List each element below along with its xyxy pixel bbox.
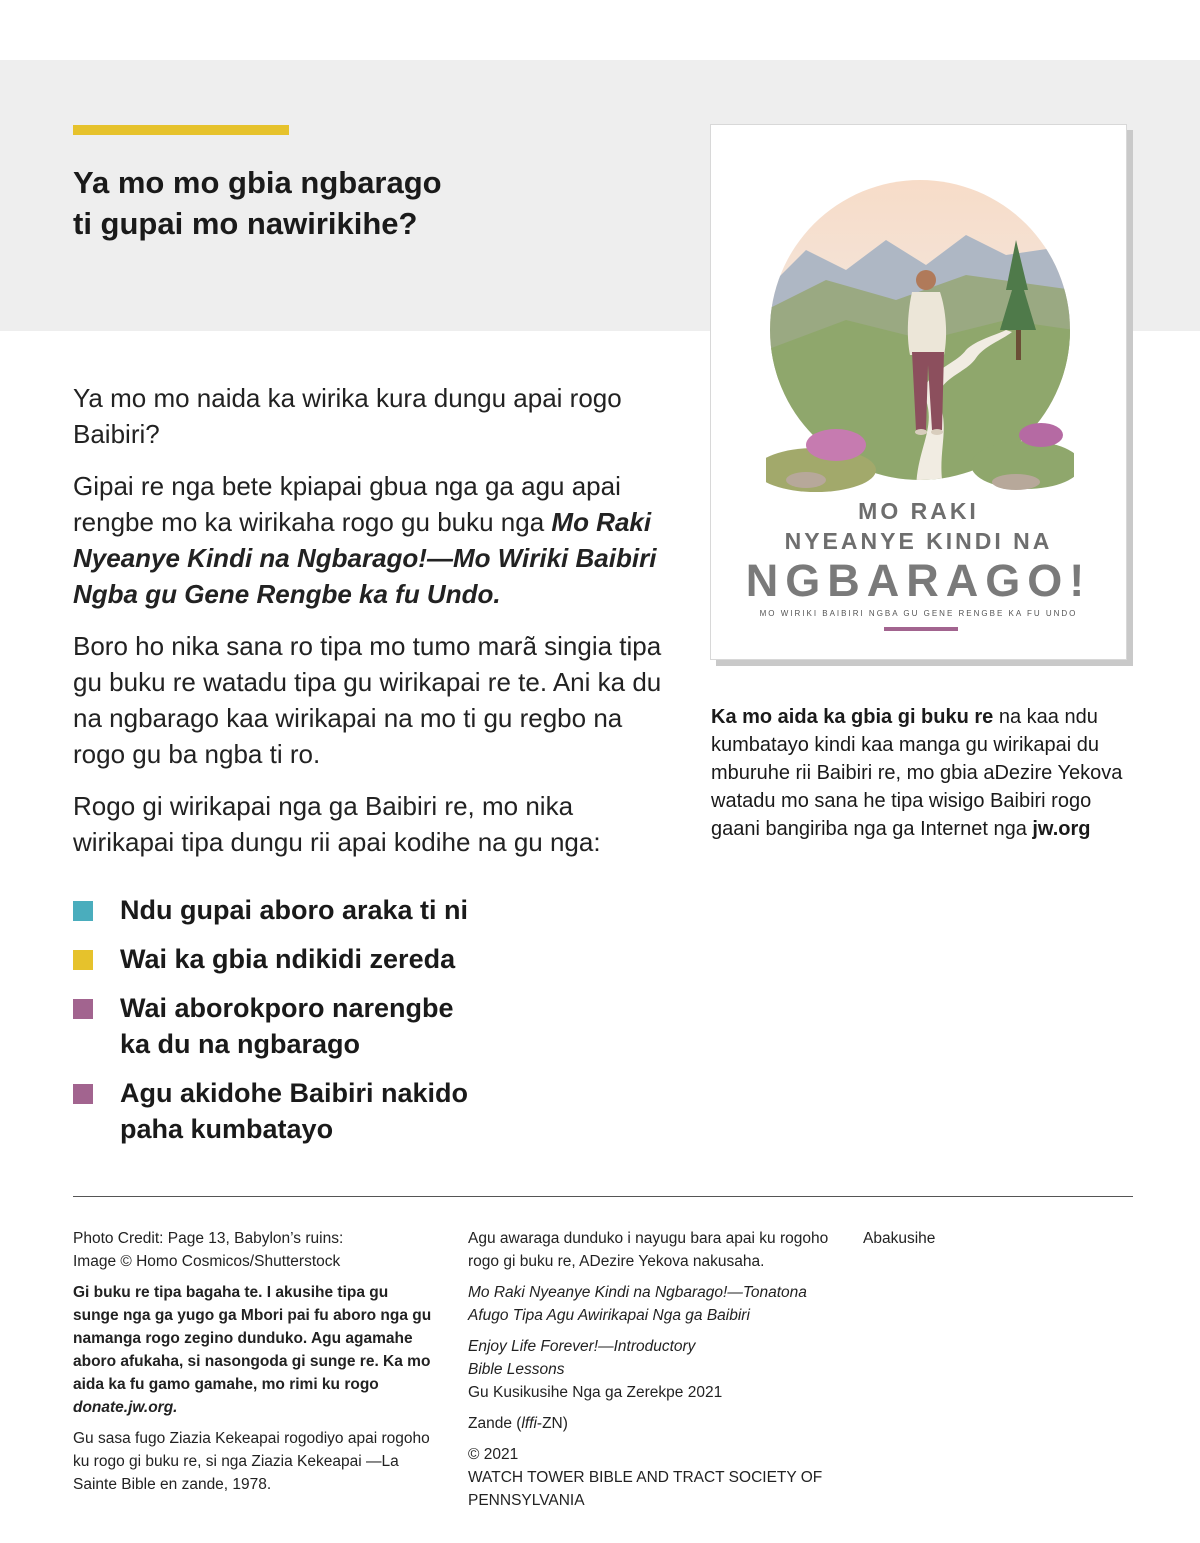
square-bullet-icon	[73, 950, 93, 970]
page-title-line2: ti gupai mo nawirikihe?	[73, 206, 418, 241]
topic-label-line2: ka du na ngbarago	[120, 1029, 361, 1059]
page-title-line1: Ya mo mo gbia ngbarago	[73, 165, 442, 200]
bible-translation-note: Gu sasa fugo Ziazia Kekeapai rogodiyo apai rogoho ku rogo gi buku re, si nga Ziazia Kekeapai —La Sainte Bible en zande, 1978.	[73, 1430, 430, 1493]
book-title-italic: Mo Raki Nyeanye Kindi na Ngbarago!—Mo Wiriki Baibiri Ngba gu Gene Rengbe ka fu Undo.	[73, 507, 657, 609]
printing-year: Gu Kusikusihe Nga ga Zerekpe 2021	[468, 1384, 723, 1401]
language-code-italic: lffi	[521, 1415, 537, 1432]
intro-paragraph-3: Boro ho nika sana ro tipa mo tumo marã singia tipa gu buku re watadu tipa gu wirikapai re te. Ani ka du na ngbarago kaa wirikapai na mo ti gu regbo na rogo gu ba ngba ti ro.	[73, 631, 662, 769]
cover-title-line3: NGBARAGO!	[745, 555, 1092, 606]
topic-item	[73, 892, 633, 928]
photo-credit	[73, 1227, 438, 1273]
side-note	[711, 703, 1131, 843]
topic-label: Agu akidohe Baibiri nakido	[120, 1078, 469, 1108]
footer-column-3	[863, 1227, 1113, 1258]
donation-notice-text: Gi buku re tipa bagaha te. I akusihe tipa gu sunge nga ga yugo ga Mbori pai fu aboro nga gu namanga rogo zegino dunduko. Agu agamahe aboro afukaha, si nasongoda gi sunge re. Ka mo aida ka fu gamo gamahe, mo rimi ku rogo	[73, 1284, 432, 1393]
intro-paragraph-2	[73, 468, 663, 612]
language-code-tail: -ZN)	[536, 1415, 568, 1432]
copyright-line3: PENNSYLVANIA	[468, 1492, 585, 1509]
donation-notice	[73, 1281, 438, 1419]
english-title-block	[468, 1335, 838, 1404]
intro-text	[73, 380, 663, 876]
man-walking-illustration	[766, 180, 1074, 492]
topic-item	[73, 990, 633, 1062]
footer-divider	[73, 1196, 1133, 1197]
intro-paragraph-1: Ya mo mo naida ka wirika kura dungu apai rogo Baibiri?	[73, 383, 622, 449]
footer-column-1	[73, 1227, 438, 1504]
cover-title-line1: MO RAKI	[858, 498, 979, 524]
topic-label: Ndu gupai aboro araka ti ni	[120, 895, 469, 925]
topics-list	[73, 892, 633, 1160]
cover-subtitle: MO WIRIKI BAIBIRI NGBA GU GENE RENGBE KA FU UNDO	[759, 609, 1078, 618]
language-code	[468, 1412, 838, 1435]
intro-paragraph-4: Rogo gi wirikapai nga ga Baibiri re, mo nika wirikapai tipa dungu rii apai kodihe na gu nga:	[73, 791, 601, 857]
side-note-bold-lead: Ka mo aida ka gbia gi buku re	[711, 706, 994, 728]
page-title	[73, 162, 633, 244]
jw-org-link[interactable]: jw.org	[1032, 818, 1091, 840]
copyright-line1: © 2021	[468, 1446, 519, 1463]
side-note-text: na kaa ndu kumbatayo kindi kaa manga gu wirikapai du mburuhe rii Baibiri re, mo gbia aDezire Yekova watadu mo sana he tipa wisigo Baibiri rogo gaani bangiriba nga ga Internet nga	[711, 706, 1123, 840]
square-bullet-icon	[73, 999, 93, 1019]
cover-title-line2: NYEANYE KINDI NA	[784, 528, 1053, 554]
topic-label: Wai ka gbia ndikidi zereda	[120, 944, 456, 974]
english-title-line1: Enjoy Life Forever!—Introductory	[468, 1338, 696, 1355]
donate-link[interactable]: donate.jw.org.	[73, 1399, 178, 1416]
intro-paragraph-2-lead: Gipai re nga bete kpiapai gbua nga ga agu apai rengbe mo ka wirikaha rogo gu buku nga	[73, 471, 621, 537]
copyright-line2: WATCH TOWER BIBLE AND TRACT SOCIETY OF	[468, 1469, 823, 1486]
book-cover	[710, 124, 1127, 660]
square-bullet-icon	[73, 901, 93, 921]
english-title-line2: Bible Lessons	[468, 1361, 565, 1378]
language-name: Zande (	[468, 1415, 522, 1432]
publisher-note: Agu awaraga dunduko i nayugu bara apai ku rogoho rogo gi buku re, ADezire Yekova nakusaha.	[468, 1230, 829, 1270]
square-bullet-icon	[73, 1084, 93, 1104]
photo-credit-line1: Photo Credit: Page 13, Babylon’s ruins:	[73, 1230, 344, 1247]
photo-credit-line2: Image © Homo Cosmicos/Shutterstock	[73, 1253, 341, 1270]
footer-column-2	[468, 1227, 838, 1520]
publisher-label: Abakusihe	[863, 1230, 936, 1247]
topic-item	[73, 941, 633, 977]
copyright	[468, 1443, 838, 1512]
topic-item	[73, 1075, 633, 1147]
accent-rule	[73, 125, 289, 135]
topic-label-line2: paha kumbatayo	[120, 1114, 334, 1144]
topic-label: Wai aborokporo narengbe	[120, 993, 454, 1023]
book-title-zande: Mo Raki Nyeanye Kindi na Ngbarago!—Tonatona Afugo Tipa Agu Awirikapai Nga ga Baibiri	[468, 1284, 807, 1324]
cover-accent-bar	[884, 627, 958, 631]
